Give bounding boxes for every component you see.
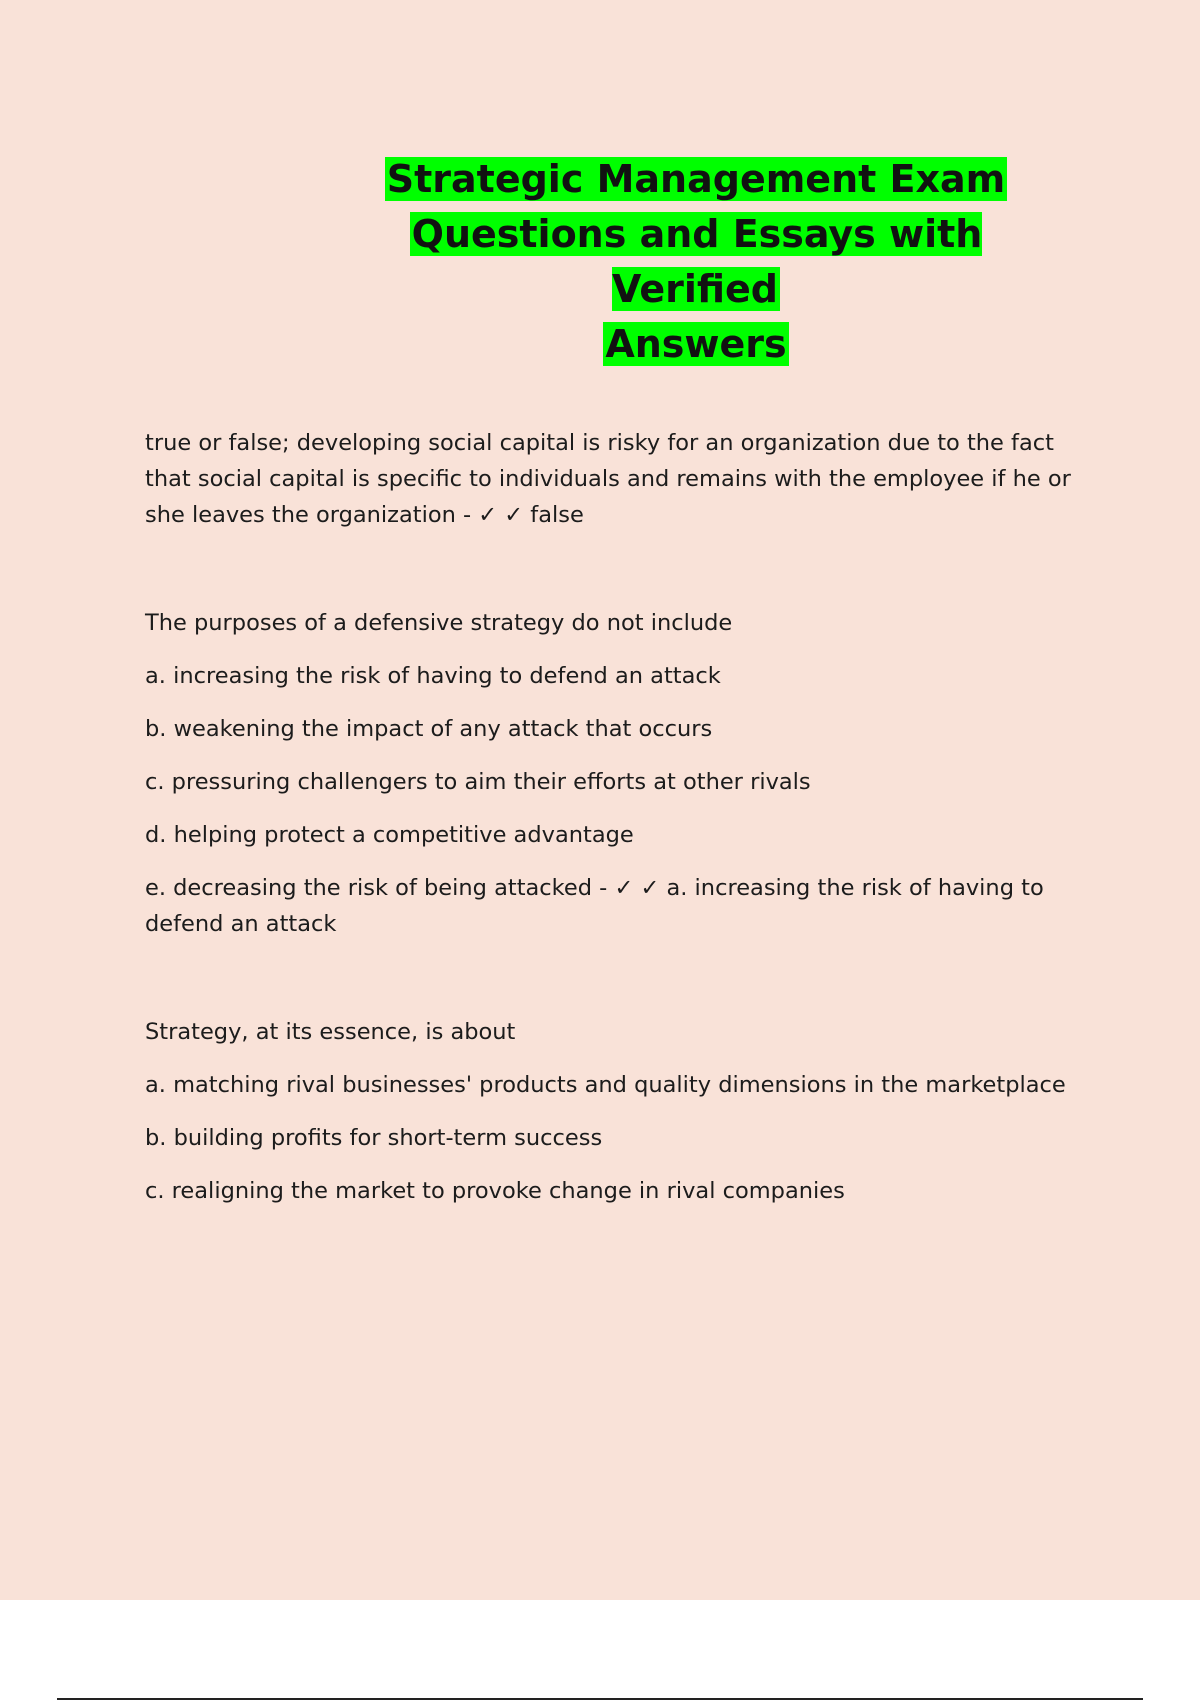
question-3-prompt: Strategy, at its essence, is about (145, 1019, 516, 1045)
document-title (336, 152, 1056, 372)
question-1-text: true or false; developing social capital is risky for an organization due to the fact that social capital is specific to individuals and remains with the employee if he or she leaves the organization - ✓ ✓ false (145, 430, 1071, 528)
question-block-3 (145, 1014, 1095, 1209)
question-3-option-a: a. matching rival businesses' products and quality dimensions in the marketplace (145, 1072, 1066, 1098)
question-block-1 (145, 425, 1095, 533)
question-2-prompt: The purposes of a defensive strategy do not include (145, 610, 733, 636)
question-2-option-b: b. weakening the impact of any attack that occurs (145, 716, 713, 742)
question-block-2 (145, 605, 1095, 942)
question-2-option-a: a. increasing the risk of having to defend an attack (145, 663, 721, 689)
document-body (145, 425, 1095, 1209)
title-line-3: Answers (605, 322, 787, 366)
question-3-option-b: b. building profits for short-term success (145, 1125, 603, 1151)
question-2-option-e-answer: e. decreasing the risk of being attacked - ✓ ✓ a. increasing the risk of having to defend an attack (145, 875, 1044, 937)
question-3-option-c: c. realigning the market to provoke change in rival companies (145, 1178, 845, 1204)
title-line-1: Strategic Management Exam (386, 157, 1006, 201)
question-2-option-c: c. pressuring challengers to aim their efforts at other rivals (145, 769, 811, 795)
title-line-2: Questions and Essays with Verified (411, 212, 983, 311)
question-2-option-d: d. helping protect a competitive advantage (145, 822, 634, 848)
